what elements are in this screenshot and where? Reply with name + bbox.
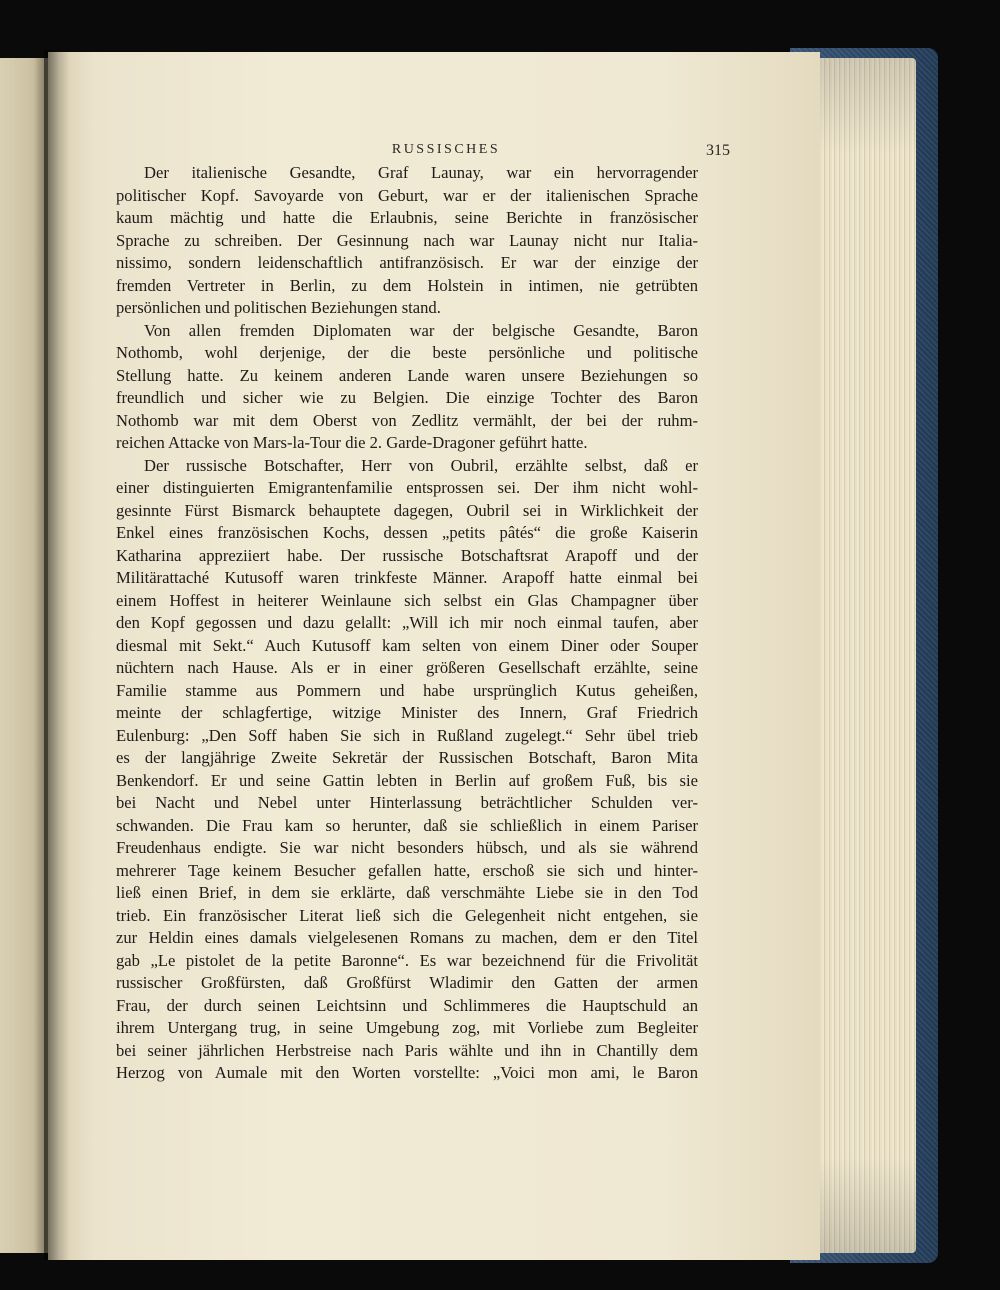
text-line: politischer Kopf. Savoyarde von Geburt, war er der italienischen Sprache bbox=[116, 185, 698, 205]
text-line: diesmal mit Sekt.“ Auch Kutusoff kam selten von einem Diner oder Souper bbox=[116, 635, 698, 655]
text-line: Nothomb war mit dem Oberst von Zedlitz vermählt, der bei der ruhm- bbox=[116, 410, 698, 430]
text-line: bei seiner jährlichen Herbstreise nach Paris wählte und ihn in Chantilly dem bbox=[116, 1040, 698, 1060]
text-line: Herzog von Aumale mit den Worten vorstellte: „Voici mon ami, le Baron bbox=[116, 1063, 698, 1082]
text-line: einer distinguierten Emigrantenfamilie entsprossen sei. Der ihm nicht wohl- bbox=[116, 478, 698, 497]
text-line: freundlich und sicher wie zu Belgien. Die einzige Tochter des Baron bbox=[116, 388, 698, 407]
text-line: fremden Vertreter in Berlin, zu dem Holstein in intimen, nie getrübten bbox=[116, 275, 698, 295]
text-line: gab „Le pistolet de la petite Baronne“. Es war bezeichnend für die Frivolität bbox=[116, 950, 698, 970]
text-line: Freudenhaus endigte. Sie war nicht besonders hübsch, und als sie während bbox=[116, 838, 698, 857]
left-page-edge bbox=[0, 58, 48, 1253]
text-line: Familie stamme aus Pommern und habe ursprünglich Kutus geheißen, bbox=[116, 680, 698, 700]
page-block-edges bbox=[812, 58, 916, 1253]
running-head: RUSSISCHES bbox=[391, 142, 501, 157]
text-line: ihrem Untergang trug, in seine Umgebung zog, mit Vorliebe zum Begleiter bbox=[116, 1018, 698, 1037]
text-line: Der italienische Gesandte, Graf Launay, war ein hervorragender bbox=[144, 163, 698, 182]
text-line: schwanden. Die Frau kam so herunter, daß sie schließlich in einem Pariser bbox=[116, 815, 698, 835]
text-line: Katharina appreziiert habe. Der russische Botschaftsrat Arapoff und der bbox=[116, 545, 698, 565]
text-line: ließ einen Brief, in dem sie erklärte, daß verschmähte Liebe sie in den Tod bbox=[116, 883, 698, 902]
text-line: Benkendorf. Er und seine Gattin lebten in Berlin auf großem Fuß, bis sie bbox=[116, 770, 698, 790]
text-line: es der langjährige Zweite Sekretär der Russischen Botschaft, Baron Mita bbox=[116, 748, 698, 767]
text-line: Der russische Botschafter, Herr von Oubril, erzählte selbst, daß er bbox=[144, 455, 698, 475]
text-line: Frau, der durch seinen Leichtsinn und Schlimmeres die Hauptschuld an bbox=[116, 995, 698, 1015]
gutter-shadow bbox=[44, 50, 70, 1260]
text-line: Sprache zu schreiben. Der Gesinnung nach war Launay nicht nur Italia- bbox=[116, 230, 698, 250]
text-line: den Kopf gegossen und dazu gelallt: „Will ich mir noch einmal taufen, aber bbox=[116, 613, 698, 632]
text-line: Eulenburg: „Den Soff haben Sie sich in Rußland zugelegt.“ Sehr übel trieb bbox=[116, 725, 698, 745]
text-line: trieb. Ein französischer Literat ließ sich die Gelegenheit nicht entgehen, sie bbox=[116, 905, 698, 925]
text-line: einem Hoffest in heiterer Weinlaune sich selbst ein Glas Champagner über bbox=[116, 590, 698, 610]
text-line: mehrerer Tage keinem Besucher gefallen hatte, erschoß sie sich und hinter- bbox=[116, 860, 698, 880]
page-number: 315 bbox=[706, 142, 730, 159]
body-text bbox=[116, 162, 698, 1085]
book-page bbox=[48, 52, 820, 1260]
text-line: nüchtern nach Hause. Als er in einer größeren Gesellschaft erzählte, seine bbox=[116, 658, 698, 677]
text-line: bei Nacht und Nebel unter Hinterlassung beträchtlicher Schulden ver- bbox=[116, 793, 698, 812]
page-header bbox=[160, 140, 732, 164]
text-line: Militärattaché Kutusoff waren trinkfeste Männer. Arapoff hatte einmal bei bbox=[116, 568, 698, 587]
text-line: Stellung hatte. Zu keinem anderen Lande waren unsere Beziehungen so bbox=[116, 365, 698, 385]
text-line: russischer Großfürsten, daß Großfürst Wladimir den Gatten der armen bbox=[116, 973, 698, 992]
text-line: zur Heldin eines damals vielgelesenen Romans zu machen, dem er den Titel bbox=[116, 928, 698, 947]
text-line: kaum mächtig und hatte die Erlaubnis, seine Berichte in französischer bbox=[116, 208, 698, 227]
text-line: nissimo, sondern leidenschaftlich antifranzösisch. Er war der einzige der bbox=[116, 253, 698, 272]
text-line: persönlichen und politischen Beziehungen stand. bbox=[116, 298, 441, 317]
text-line: meinte der schlagfertige, witzige Minister des Innern, Graf Friedrich bbox=[116, 703, 698, 722]
text-line: Enkel eines französischen Kochs, dessen „petits pâtés“ die große Kaiserin bbox=[116, 523, 698, 542]
text-line: reichen Attacke von Mars-la-Tour die 2. Garde-Dragoner geführt hatte. bbox=[116, 433, 588, 452]
text-line: Nothomb, wohl derjenige, der die beste persönliche und politische bbox=[116, 343, 698, 362]
text-line: Von allen fremden Diplomaten war der belgische Gesandte, Baron bbox=[144, 320, 698, 340]
text-line: gesinnte Fürst Bismarck behauptete dagegen, Oubril sei in Wirklichkeit der bbox=[116, 500, 698, 520]
